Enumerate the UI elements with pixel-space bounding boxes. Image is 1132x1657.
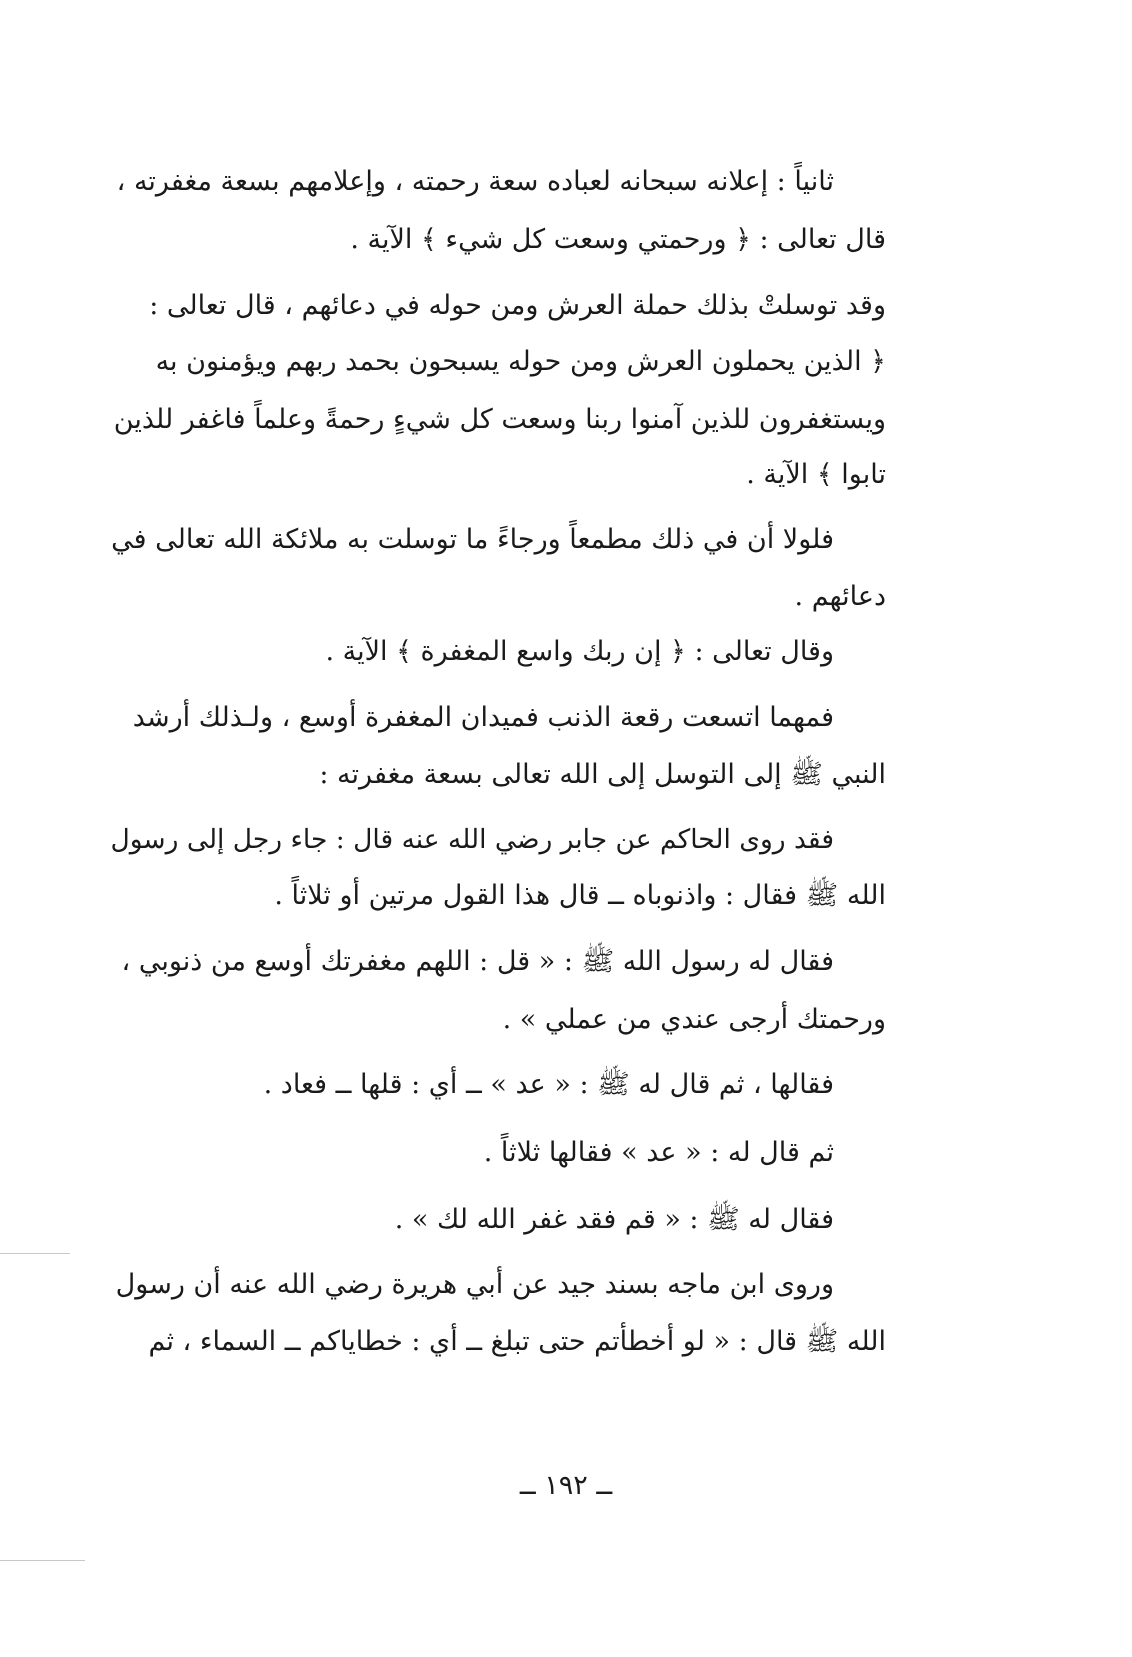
text-line: ثانياً : إعلانه سبحانه لعباده سعة رحمته ، وإعلامهم بسعة مغفرته ، xyxy=(116,166,834,197)
text-line: وقد توسلتْ بذلك حملة العرش ومن حوله في دعائهم ، قال تعالى : xyxy=(149,290,886,321)
text-line: وروى ابن ماجه بسند جيد عن أبي هريرة رضي الله عنه أن رسول xyxy=(115,1269,834,1300)
text-line: تابوا ﴾ الآية . xyxy=(746,459,886,490)
text-line: فقال له رسول الله ﷺ : « قل : اللهم مغفرتك أوسع من ذنوبي ، xyxy=(121,946,834,977)
text-line: دعائهم . xyxy=(794,581,886,612)
text-line: فمهما اتسعت رقعة الذنب فميدان المغفرة أوسع ، ولـذلك أرشد xyxy=(132,702,834,733)
text-line: ويستغفرون للذين آمنوا ربنا وسعت كل شيءٍ رحمةً وعلماً فاغفر للذين xyxy=(113,404,886,435)
scan-edge-line xyxy=(0,1560,85,1561)
text-line: فقد روى الحاكم عن جابر رضي الله عنه قال : جاء رجل إلى رسول xyxy=(110,824,834,855)
text-line: النبي ﷺ إلى التوسل إلى الله تعالى بسعة مغفرته : xyxy=(319,759,886,790)
scan-edge-line xyxy=(0,1253,70,1254)
text-line: الله ﷺ قال : « لو أخطأتم حتى تبلغ ــ أي : خطاياكم ــ السماء ، ثم xyxy=(148,1326,886,1357)
text-line: وقال تعالى : ﴿ إن ربك واسع المغفرة ﴾ الآية . xyxy=(325,636,834,667)
text-line: فقالها ، ثم قال له ﷺ : « عد » ــ أي : قلها ــ فعاد . xyxy=(263,1069,834,1100)
text-line: ثم قال له : « عد » فقالها ثلاثاً . xyxy=(483,1137,834,1168)
text-line: ﴿ الذين يحملون العرش ومن حوله يسبحون بحمد ربهم ويؤمنون به xyxy=(155,346,886,377)
page-number: ــ ١٩٢ ــ xyxy=(519,1470,613,1501)
text-line: ورحمتك أرجى عندي من عملي » . xyxy=(502,1004,886,1035)
text-line: فقال له ﷺ : « قم فقد غفر الله لك » . xyxy=(394,1204,834,1235)
text-line: فلولا أن في ذلك مطمعاً ورجاءً ما توسلت به ملائكة الله تعالى في xyxy=(111,524,834,555)
text-line: قال تعالى : ﴿ ورحمتي وسعت كل شيء ﴾ الآية . xyxy=(350,224,886,255)
text-line: الله ﷺ فقال : واذنوباه ــ قال هذا القول مرتين أو ثلاثاً . xyxy=(274,880,886,911)
